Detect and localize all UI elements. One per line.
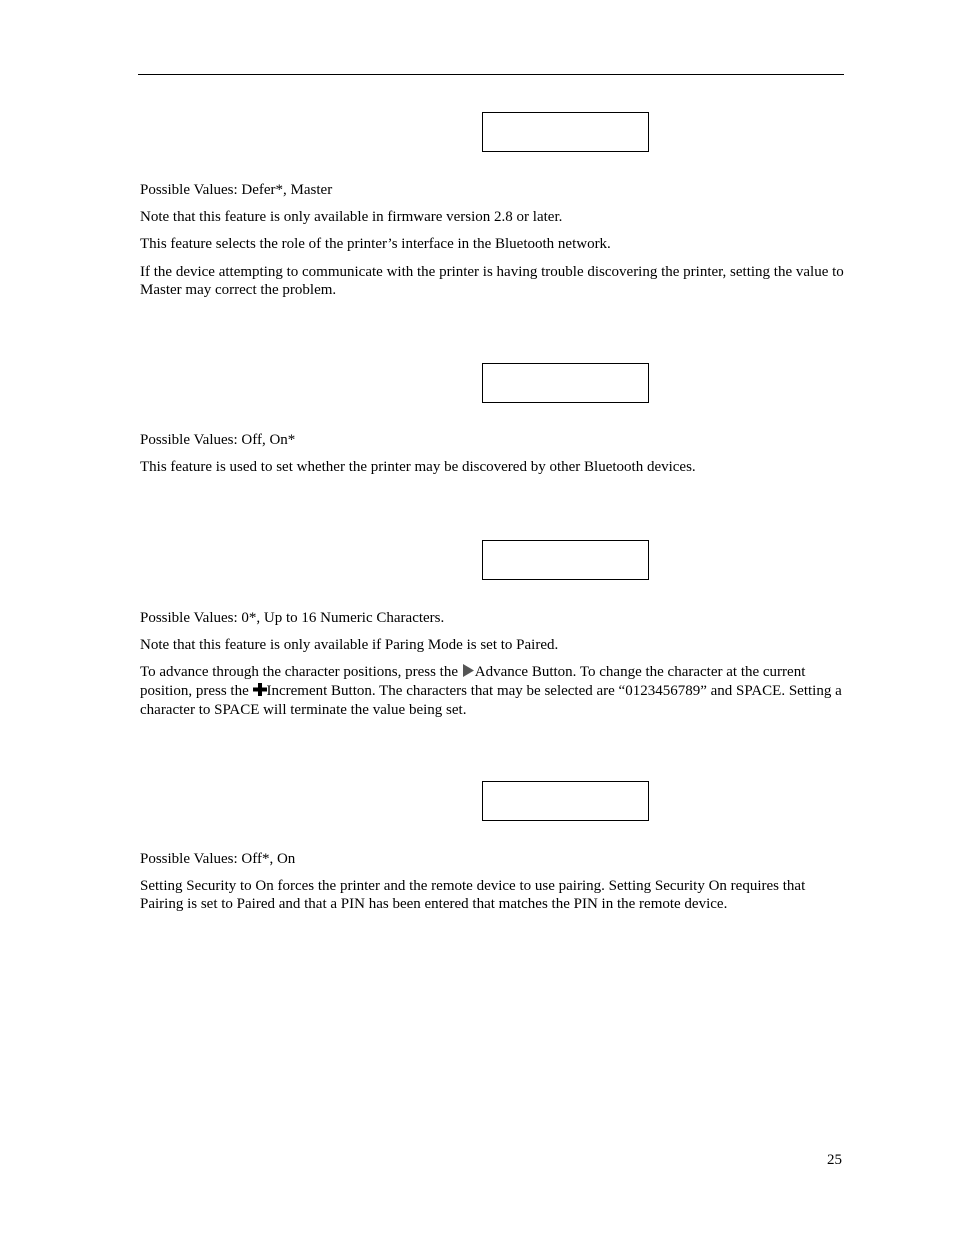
security-description: Setting Security to On forces the printer and the remote device to use pairing. Setting Security On requires that Pairing is set to Paired and that a PIN has been entered that matches the PIN in the remote device. [140,878,806,912]
advance-instructions [140,663,844,719]
plus-icon [253,683,267,701]
firmware-note: Note that this feature is only available in firmware version 2.8 or later. [140,209,563,225]
lcd-display-box-security [482,781,649,821]
advance-text-part2: Advance Button. To change the character at the current position, press the [140,664,806,699]
role-description: This feature selects the role of the printer’s interface in the Bluetooth network. [140,236,611,252]
possible-values-pin: Possible Values: 0*, Up to 16 Numeric Characters. [140,610,445,626]
discoverable-description: This feature is used to set whether the printer may be discovered by other Bluetooth devices. [140,459,696,475]
pairing-mode-note: Note that this feature is only available if Paring Mode is set to Paired. [140,637,559,653]
play-triangle-icon [462,664,475,682]
lcd-display-box-discoverable [482,363,649,403]
lcd-display-box-role [482,112,649,152]
header-rule [138,74,844,75]
page-number: 25 [827,1152,842,1168]
advance-text-part1: To advance through the character positions, press the [140,664,462,680]
master-hint: If the device attempting to communicate with the printer is having trouble discovering the printer, setting the value to Master may correct the problem. [140,264,844,298]
advance-text-part3: Increment Button. The characters that may be selected are “0123456789” and SPACE. Setting a character to SPACE will terminate the value being set. [140,683,842,718]
possible-values-role: Possible Values: Defer*, Master [140,182,333,198]
possible-values-security: Possible Values: Off*, On [140,851,296,867]
lcd-display-box-pin [482,540,649,580]
possible-values-discoverable: Possible Values: Off, On* [140,432,296,448]
